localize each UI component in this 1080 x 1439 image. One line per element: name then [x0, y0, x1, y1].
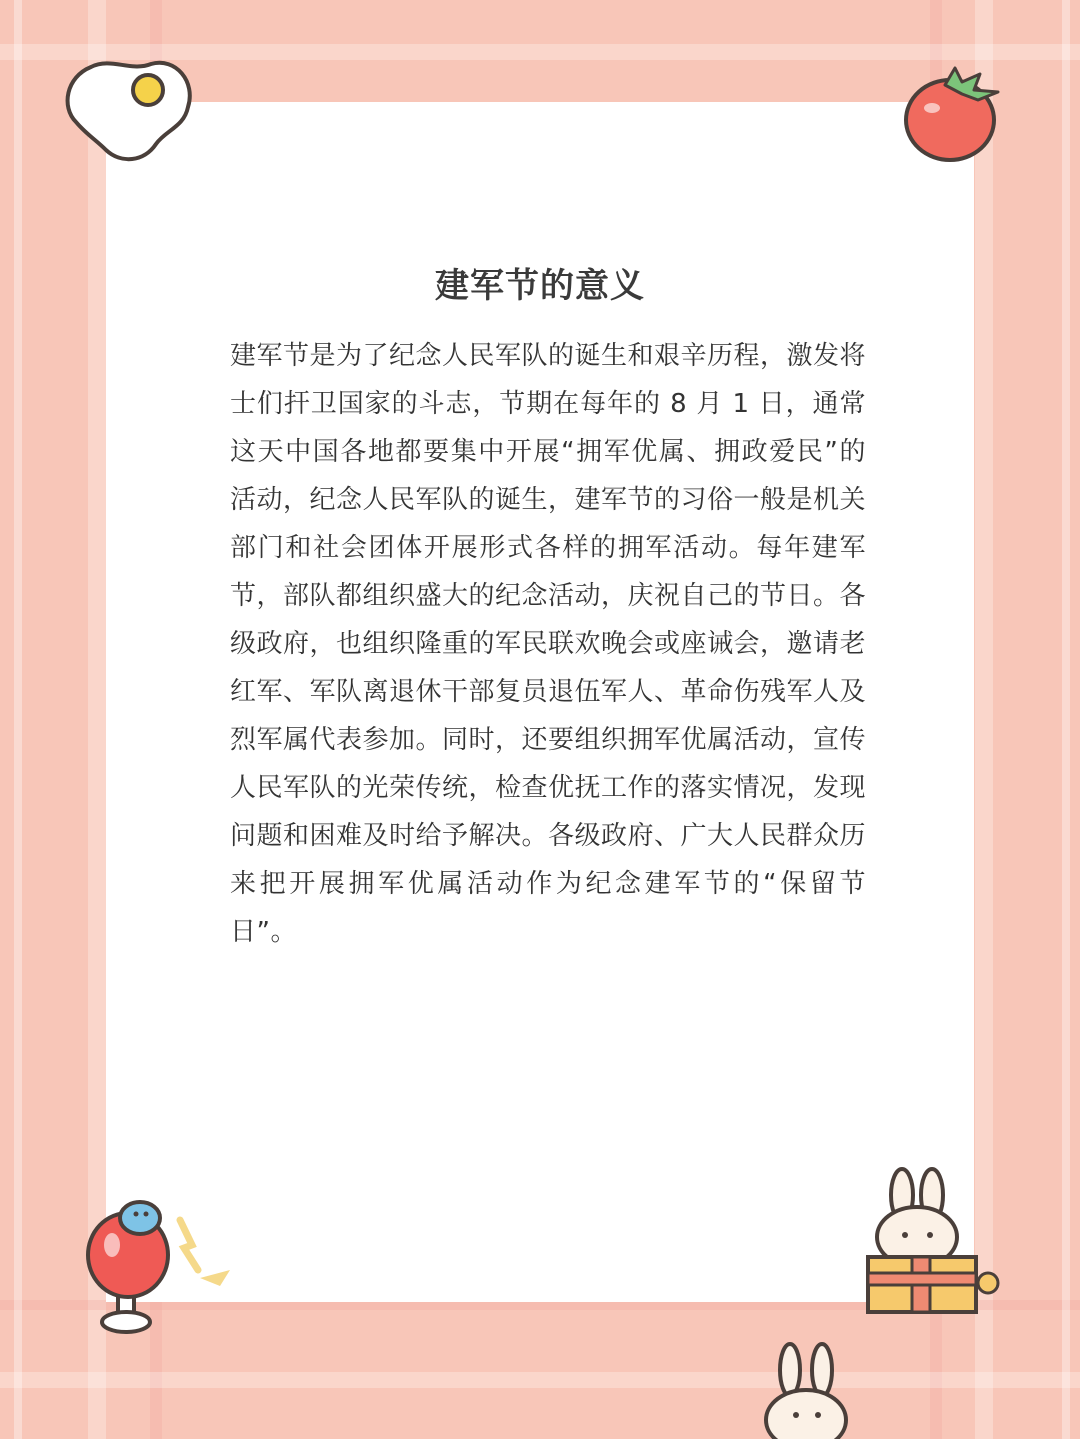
lollipop-bird-icon: [80, 1190, 250, 1340]
page-title: 建军节的意义: [435, 266, 645, 306]
frame-stripe: [1062, 0, 1070, 1439]
frame-stripe: [14, 0, 22, 1439]
article-body: 建军节是为了纪念人民军队的诞生和艰辛历程，激发将士们扞卫国家的斗志，节期在每年的 8 月 1 日，通常这天中国各地都要集中开展“拥军优属、拥政爱民”的活动，纪念人民军队的诞生，建军节的习俗一般是机关部门和社会团体开展形式各样的拥军活动。每年建军节，部队都组织盛大的纪念活动，庆祝自己的节日。各级政府，也组织隆重的军民联欢晚会或座诫会，邀请老红军、军队离退休干部复员退伍军人、革命伤残军人及烈军属代表参加。同时，还要组织拥军优属活动，宣传人民军队的光荣传统，检查优抚工作的落实情况，发现问题和困难及时给予解决。各级政府、广大人民群众历来把开展拥军优属活动作为纪念建军节的“保留节日”。: [230, 341, 867, 947]
tomato-icon: [900, 60, 1010, 165]
frame-stripe: [0, 1372, 1080, 1388]
bunny-icon: [760, 1340, 860, 1439]
bunny-gift-icon: [860, 1165, 1010, 1320]
egg-icon: [56, 52, 196, 167]
